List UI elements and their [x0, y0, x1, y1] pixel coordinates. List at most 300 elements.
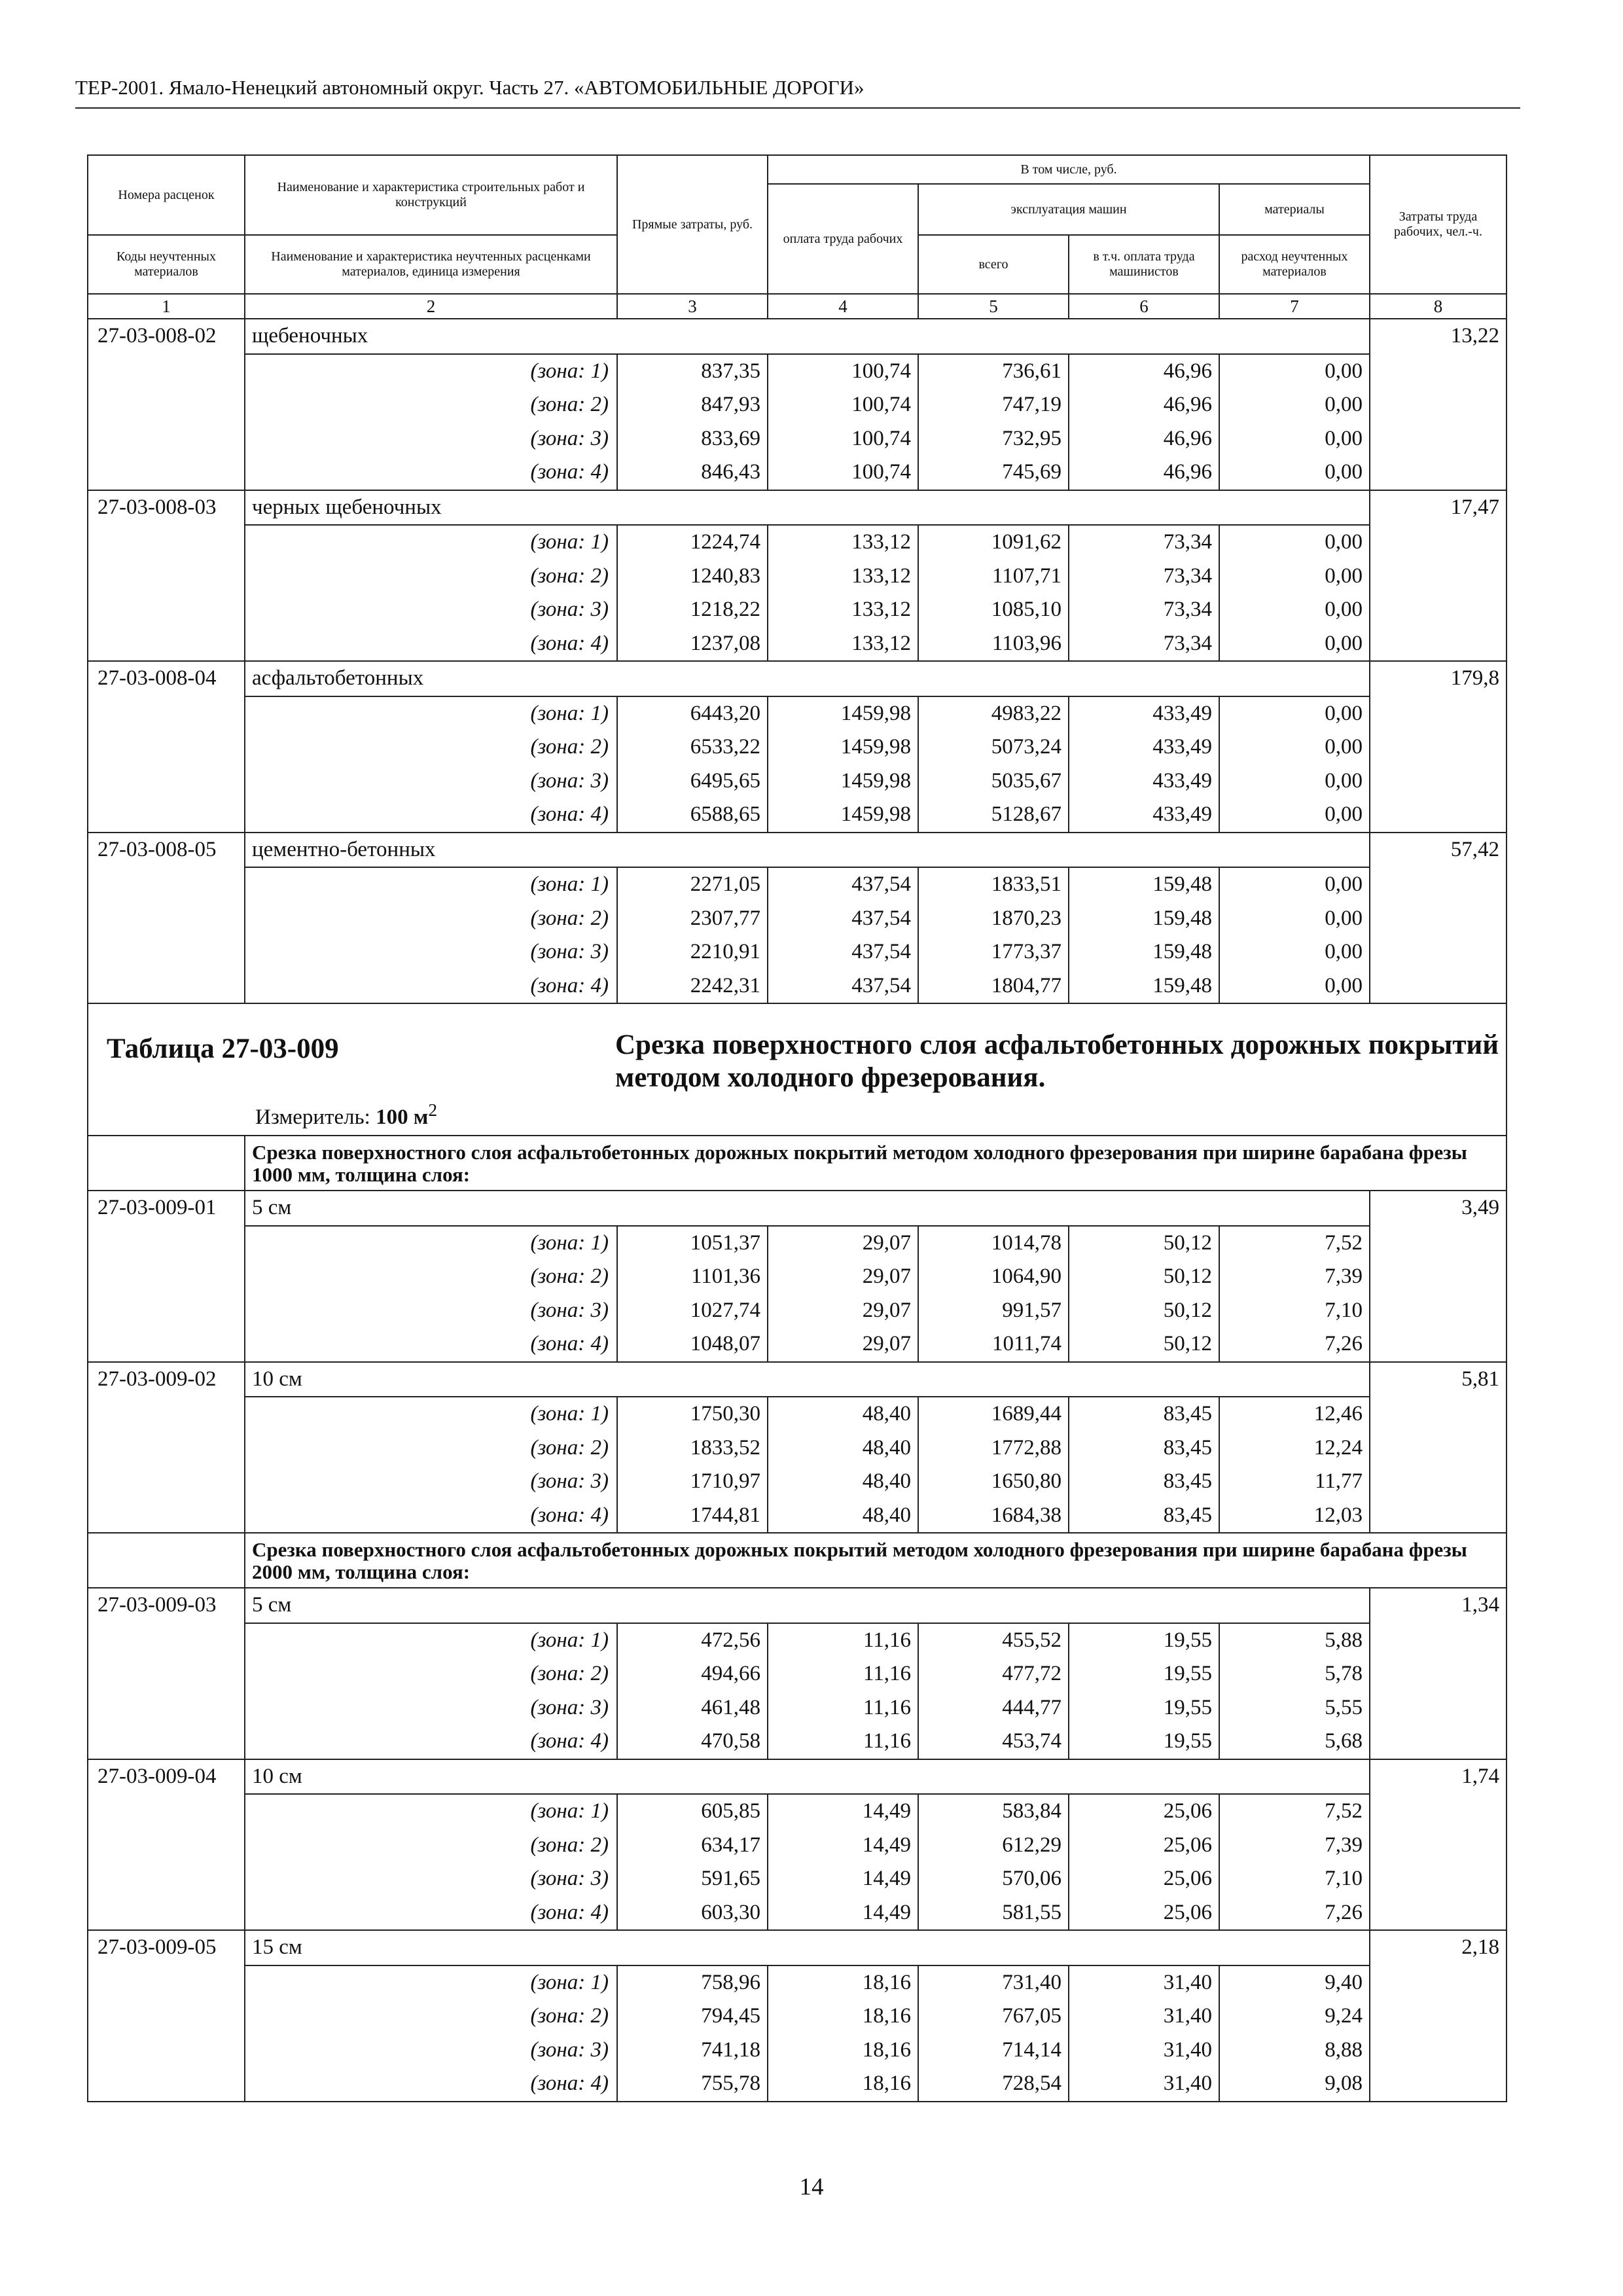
zone-label: (зона: 3): [530, 426, 609, 450]
value-machines: 583,84: [1002, 1799, 1061, 1823]
cell-direct: [617, 1965, 768, 2102]
value-direct: 2210,91: [690, 940, 760, 963]
rate-name: 5 см: [245, 1191, 1370, 1226]
cell-wages: [768, 1623, 918, 1759]
cell-direct: [617, 1397, 768, 1533]
cell-wages: [768, 1226, 918, 1362]
value-machine-wages: 31,40: [1163, 1970, 1212, 1994]
zone-label: (зона: 3): [530, 1867, 609, 1890]
value-machine-wages: 25,06: [1163, 1867, 1212, 1890]
value-wages: 29,07: [862, 1265, 911, 1288]
value-machines: 1107,71: [991, 564, 1061, 588]
cell-machines: [918, 1397, 1069, 1533]
cell-materials: [1219, 354, 1370, 490]
rate-name: 5 см: [245, 1588, 1370, 1623]
cell-machine-wages: [1069, 354, 1219, 490]
zone-label: (зона: 3): [530, 940, 609, 963]
rate-group-27-03-008: [88, 319, 1507, 1003]
rate-code: 27-03-009-03: [88, 1588, 245, 1759]
value-direct: 6443,20: [690, 701, 760, 725]
cell-machine-wages: [1069, 1397, 1219, 1533]
cell-wages: [768, 867, 918, 1003]
value-wages: 48,40: [862, 1402, 911, 1426]
cell-wages: [768, 525, 918, 661]
zone-label: (зона: 1): [530, 701, 609, 725]
rate-group-27-03-009-2000mm: [88, 1588, 1507, 2102]
value-machines: 1103,96: [991, 631, 1061, 655]
value-materials: 7,39: [1325, 1833, 1363, 1857]
zone-label: (зона: 3): [530, 2037, 609, 2062]
cell-machine-wages: [1069, 867, 1219, 1003]
value-direct: 794,45: [701, 2004, 760, 2028]
value-wages: 29,07: [862, 1230, 911, 1255]
value-materials: 0,00: [1325, 393, 1363, 416]
section-block-2000: [88, 1533, 1507, 1588]
value-materials: 5,68: [1325, 1729, 1363, 1753]
value-machine-wages: 46,96: [1163, 460, 1212, 484]
value-machines: 1773,37: [991, 940, 1061, 963]
cell-materials: [1219, 525, 1370, 661]
value-machines: 745,69: [1002, 460, 1061, 484]
value-materials: 7,26: [1325, 1332, 1363, 1355]
value-wages: 133,12: [851, 564, 911, 588]
zone-values-row: [88, 1623, 1507, 1759]
value-materials: 5,88: [1325, 1628, 1363, 1652]
zone-values-row: [88, 525, 1507, 661]
value-direct: 1027,74: [690, 1298, 760, 1322]
zone-label: (зона: 1): [530, 1402, 609, 1426]
cell-direct: [617, 1226, 768, 1362]
value-machine-wages: 83,45: [1163, 1503, 1212, 1527]
value-machines: 731,40: [1002, 1970, 1061, 1994]
rate-code: 27-03-009-01: [88, 1191, 245, 1362]
value-machines: 1870,23: [991, 906, 1061, 930]
value-machine-wages: 433,49: [1152, 802, 1212, 826]
rate-code: 27-03-008-05: [88, 833, 245, 1004]
labor-cost: 179,8: [1370, 661, 1507, 833]
zone-label: (зона: 4): [530, 1503, 609, 1527]
cell-wages: [768, 354, 918, 490]
value-materials: 12,24: [1313, 1435, 1363, 1460]
labor-cost: 1,34: [1370, 1588, 1507, 1759]
zone-label: (зона: 2): [530, 393, 609, 416]
value-machines: 1684,38: [991, 1503, 1061, 1527]
value-machines: 455,52: [1002, 1628, 1061, 1652]
value-machine-wages: 83,45: [1163, 1402, 1212, 1426]
header-wages: оплата труда рабочих: [768, 184, 918, 294]
rates-table-container: [87, 154, 1506, 2102]
column-number: 7: [1219, 294, 1370, 319]
column-number: 5: [918, 294, 1069, 319]
zone-label: (зона: 1): [530, 1970, 609, 1994]
cell-machine-wages: [1069, 1965, 1219, 2102]
value-materials: 5,55: [1325, 1695, 1363, 1719]
zone-labels: [245, 1226, 617, 1362]
zone-labels: [245, 1397, 617, 1533]
cell-machines: [918, 525, 1069, 661]
value-machine-wages: 73,34: [1163, 598, 1212, 621]
value-direct: 758,96: [701, 1970, 760, 1994]
value-wages: 48,40: [862, 1503, 911, 1527]
zone-label: (зона: 4): [530, 1900, 609, 1924]
column-number: 4: [768, 294, 918, 319]
rate-name: 10 см: [245, 1759, 1370, 1795]
value-direct: 2242,31: [690, 973, 760, 997]
value-machine-wages: 46,96: [1163, 359, 1212, 383]
header-labor: Затраты труда рабочих, чел.-ч.: [1370, 155, 1507, 294]
zone-values-row: [88, 867, 1507, 1003]
value-wages: 11,16: [863, 1628, 911, 1652]
value-wages: 11,16: [863, 1729, 911, 1753]
cell-direct: [617, 1623, 768, 1759]
value-direct: 591,65: [701, 1867, 760, 1890]
value-direct: 1237,08: [690, 631, 760, 655]
value-direct: 605,85: [701, 1799, 760, 1823]
value-machines: 4983,22: [991, 701, 1061, 725]
cell-materials: [1219, 1794, 1370, 1930]
header-including: В том числе, руб.: [768, 155, 1370, 184]
value-materials: 0,00: [1325, 906, 1363, 930]
value-machines: 736,61: [1002, 359, 1061, 383]
zone-label: (зона: 1): [530, 872, 609, 896]
value-machines: 5073,24: [991, 735, 1061, 759]
value-machine-wages: 159,48: [1152, 973, 1212, 997]
measure-superscript: 2: [428, 1100, 438, 1120]
value-direct: 833,69: [701, 426, 760, 450]
zone-label: (зона: 2): [530, 2004, 609, 2028]
rate-code: 27-03-008-04: [88, 661, 245, 833]
value-machines: 570,06: [1002, 1867, 1061, 1890]
zone-label: (зона: 4): [530, 802, 609, 826]
rate-code: 27-03-008-02: [88, 319, 245, 490]
cell-machine-wages: [1069, 696, 1219, 833]
value-machine-wages: 25,06: [1163, 1833, 1212, 1857]
value-machine-wages: 433,49: [1152, 735, 1212, 759]
cell-materials: [1219, 1226, 1370, 1362]
cell-direct: [617, 354, 768, 490]
value-wages: 133,12: [851, 631, 911, 655]
value-machine-wages: 46,96: [1163, 426, 1212, 450]
rate-row: [88, 1930, 1507, 1965]
cell-direct: [617, 1794, 768, 1930]
header-materials-consumption: расход неучтенных материалов: [1219, 235, 1370, 294]
value-materials: 0,00: [1325, 460, 1363, 484]
rate-row: [88, 1191, 1507, 1226]
value-machines: 732,95: [1002, 426, 1061, 450]
value-direct: 6588,65: [690, 802, 760, 826]
value-wages: 437,54: [851, 906, 911, 930]
value-materials: 7,52: [1325, 1230, 1363, 1255]
zone-label: (зона: 4): [530, 1332, 609, 1355]
cell-materials: [1219, 1965, 1370, 2102]
value-direct: 1744,81: [690, 1503, 760, 1527]
value-wages: 437,54: [851, 940, 911, 963]
header-work-name: Наименование и характеристика строительных работ и конструкций: [245, 155, 617, 235]
rate-row: [88, 1588, 1507, 1623]
value-direct: 1051,37: [690, 1230, 760, 1255]
value-machines: 1689,44: [991, 1402, 1061, 1426]
zone-label: (зона: 4): [530, 1729, 609, 1753]
zone-label: (зона: 1): [530, 1230, 609, 1255]
value-wages: 1459,98: [840, 701, 911, 725]
column-number: 3: [617, 294, 768, 319]
header-material-names: Наименование и характеристика неучтенных расценками материалов, единица измерения: [245, 235, 617, 294]
cell-wages: [768, 1397, 918, 1533]
value-machines: 477,72: [1002, 1662, 1061, 1685]
value-machines: 1833,51: [991, 872, 1061, 896]
value-machines: 581,55: [1002, 1900, 1061, 1924]
value-machine-wages: 83,45: [1163, 1435, 1212, 1460]
rate-row: [88, 661, 1507, 696]
table-number: Таблица 27-03-009: [107, 1033, 339, 1064]
value-machine-wages: 50,12: [1163, 1332, 1212, 1355]
running-title: ТЕР-2001. Ямало-Ненецкий автономный округ. Часть 27. «АВТОМОБИЛЬНЫЕ ДОРОГИ»: [75, 76, 865, 99]
cell-materials: [1219, 867, 1370, 1003]
value-machines: 767,05: [1002, 2004, 1061, 2028]
page-number: 14: [799, 2174, 824, 2200]
header-material-codes: Коды неучтенных материалов: [88, 235, 245, 294]
value-machine-wages: 25,06: [1163, 1900, 1212, 1924]
zone-label: (зона: 4): [530, 460, 609, 484]
labor-cost: 1,74: [1370, 1759, 1507, 1931]
zone-label: (зона: 2): [530, 1265, 609, 1288]
zone-labels: [245, 867, 617, 1003]
value-machine-wages: 159,48: [1152, 906, 1212, 930]
value-machines: 1064,90: [991, 1265, 1061, 1288]
value-wages: 48,40: [862, 1469, 911, 1493]
value-machines: 5035,67: [991, 768, 1061, 793]
section-heading-1000: Срезка поверхностного слоя асфальтобетонных дорожных покрытий методом холодного фрезерования при ширине барабана фрезы 1000 мм, толщина слоя:: [245, 1136, 1507, 1191]
value-direct: 846,43: [701, 460, 760, 484]
section-heading-2000: Срезка поверхностного слоя асфальтобетонных дорожных покрытий методом холодного фрезерования при ширине барабана фрезы 2000 мм, толщина слоя:: [245, 1533, 1507, 1588]
labor-cost: 2,18: [1370, 1930, 1507, 2102]
zone-values-row: [88, 1226, 1507, 1362]
zone-label: (зона: 1): [530, 1799, 609, 1823]
value-materials: 9,40: [1325, 1970, 1363, 1994]
zone-values-row: [88, 1965, 1507, 2102]
table-title: Срезка поверхностного слоя асфальтобетонных дорожных покрытий методом холодного фрезерования.: [615, 1030, 1499, 1093]
rate-name: 15 см: [245, 1930, 1370, 1965]
table-title-block: [88, 1003, 1507, 1191]
value-wages: 1459,98: [840, 768, 911, 793]
zone-label: (зона: 3): [530, 768, 609, 793]
rate-row: [88, 1362, 1507, 1397]
zone-label: (зона: 3): [530, 1469, 609, 1493]
value-machines: 714,14: [1002, 2037, 1061, 2062]
value-machines: 1091,62: [991, 530, 1061, 554]
zone-label: (зона: 4): [530, 631, 609, 655]
value-materials: 7,39: [1325, 1265, 1363, 1288]
value-materials: 0,00: [1325, 359, 1363, 383]
zone-labels: [245, 1623, 617, 1759]
value-machines: 728,54: [1002, 2072, 1061, 2095]
cell-machines: [918, 696, 1069, 833]
value-materials: 12,46: [1313, 1402, 1363, 1426]
table-header: [88, 155, 1507, 294]
running-header: [75, 73, 1520, 109]
zone-label: (зона: 1): [530, 359, 609, 383]
value-materials: 0,00: [1325, 426, 1363, 450]
cell-wages: [768, 696, 918, 833]
value-direct: 1224,74: [690, 530, 760, 554]
zone-label: (зона: 2): [530, 1833, 609, 1857]
value-direct: 6495,65: [690, 768, 760, 793]
zone-values-row: [88, 354, 1507, 490]
rate-row: [88, 833, 1507, 868]
cell-machines: [918, 1623, 1069, 1759]
header-rate-numbers: Номера расценок: [88, 155, 245, 235]
value-direct: 6533,22: [690, 735, 760, 759]
rate-name: щебеночных: [245, 319, 1370, 354]
value-wages: 18,16: [862, 2072, 911, 2095]
zone-label: (зона: 1): [530, 1628, 609, 1652]
zone-label: (зона: 3): [530, 1695, 609, 1719]
section-spacer: [88, 1533, 245, 1588]
zone-label: (зона: 3): [530, 1298, 609, 1322]
value-machine-wages: 25,06: [1163, 1799, 1212, 1823]
value-direct: 847,93: [701, 393, 760, 416]
value-machine-wages: 31,40: [1163, 2072, 1212, 2095]
zone-label: (зона: 4): [530, 973, 609, 997]
value-wages: 11,16: [863, 1662, 911, 1685]
cell-wages: [768, 1965, 918, 2102]
cell-direct: [617, 867, 768, 1003]
labor-cost: 17,47: [1370, 490, 1507, 662]
zone-labels: [245, 1965, 617, 2102]
value-materials: 0,00: [1325, 872, 1363, 896]
value-machine-wages: 19,55: [1163, 1729, 1212, 1753]
labor-cost: 13,22: [1370, 319, 1507, 490]
value-machine-wages: 19,55: [1163, 1695, 1212, 1719]
value-machines: 1011,74: [991, 1332, 1061, 1355]
value-materials: 11,77: [1314, 1469, 1363, 1493]
value-direct: 1048,07: [690, 1332, 760, 1355]
value-direct: 1750,30: [690, 1402, 760, 1426]
value-wages: 437,54: [851, 973, 911, 997]
value-materials: 0,00: [1325, 598, 1363, 621]
value-machine-wages: 46,96: [1163, 393, 1212, 416]
column-number: 2: [245, 294, 617, 319]
header-machine-wages: в т.ч. оплата труда машинистов: [1069, 235, 1219, 294]
value-machine-wages: 31,40: [1163, 2037, 1212, 2062]
value-materials: 0,00: [1325, 631, 1363, 655]
value-direct: 2271,05: [690, 872, 760, 896]
value-materials: 5,78: [1325, 1662, 1363, 1685]
value-materials: 0,00: [1325, 940, 1363, 963]
value-wages: 48,40: [862, 1435, 911, 1460]
value-materials: 0,00: [1325, 768, 1363, 793]
value-materials: 9,08: [1325, 2072, 1363, 2095]
value-machine-wages: 19,55: [1163, 1628, 1212, 1652]
cell-wages: [768, 1794, 918, 1930]
value-wages: 18,16: [862, 1970, 911, 1994]
value-machines: 1804,77: [991, 973, 1061, 997]
zone-label: (зона: 2): [530, 564, 609, 588]
cell-materials: [1219, 1623, 1370, 1759]
value-direct: 634,17: [701, 1833, 760, 1857]
value-direct: 1101,36: [690, 1265, 760, 1288]
cell-machines: [918, 1794, 1069, 1930]
value-materials: 7,52: [1325, 1799, 1363, 1823]
value-wages: 437,54: [851, 872, 911, 896]
rate-code: 27-03-009-04: [88, 1759, 245, 1931]
value-materials: 8,88: [1325, 2037, 1363, 2062]
value-machine-wages: 73,34: [1163, 530, 1212, 554]
zone-label: (зона: 2): [530, 906, 609, 930]
zone-values-row: [88, 696, 1507, 833]
cell-machine-wages: [1069, 1623, 1219, 1759]
value-wages: 100,74: [851, 359, 911, 383]
zone-label: (зона: 2): [530, 1435, 609, 1460]
value-machines: 453,74: [1002, 1729, 1061, 1753]
table-title-cell: [88, 1003, 1507, 1136]
value-wages: 100,74: [851, 460, 911, 484]
value-machines: 1014,78: [991, 1230, 1061, 1255]
value-materials: 7,10: [1325, 1867, 1363, 1890]
rate-row: [88, 319, 1507, 354]
cell-materials: [1219, 696, 1370, 833]
rate-name: 10 см: [245, 1362, 1370, 1397]
header-materials: материалы: [1219, 184, 1370, 235]
rate-name: черных щебеночных: [245, 490, 1370, 526]
value-wages: 11,16: [863, 1695, 911, 1719]
value-machines: 444,77: [1002, 1695, 1061, 1719]
value-direct: 755,78: [701, 2072, 760, 2095]
value-direct: 1710,97: [690, 1469, 760, 1493]
value-machine-wages: 73,34: [1163, 564, 1212, 588]
column-numbers-row: [88, 294, 1507, 319]
value-materials: 0,00: [1325, 530, 1363, 554]
value-direct: 470,58: [701, 1729, 760, 1753]
value-materials: 0,00: [1325, 701, 1363, 725]
value-machines: 612,29: [1002, 1833, 1061, 1857]
rate-code: 27-03-009-05: [88, 1930, 245, 2102]
value-machine-wages: 433,49: [1152, 701, 1212, 725]
value-direct: 1218,22: [690, 598, 760, 621]
value-machine-wages: 19,55: [1163, 1662, 1212, 1685]
value-wages: 133,12: [851, 598, 911, 621]
measure-label: Измеритель:: [255, 1105, 370, 1129]
value-direct: 472,56: [701, 1628, 760, 1652]
labor-cost: 3,49: [1370, 1191, 1507, 1362]
value-wages: 133,12: [851, 530, 911, 554]
header-direct-costs: Прямые затраты, руб.: [617, 155, 768, 294]
cell-direct: [617, 696, 768, 833]
zone-label: (зона: 2): [530, 1662, 609, 1685]
rate-code: 27-03-009-02: [88, 1362, 245, 1534]
rate-group-27-03-009-1000mm: [88, 1191, 1507, 1533]
value-machines: 1650,80: [991, 1469, 1061, 1493]
zone-label: (зона: 2): [530, 735, 609, 759]
rate-row: [88, 490, 1507, 526]
rate-name: асфальтобетонных: [245, 661, 1370, 696]
section-spacer: [88, 1136, 245, 1191]
value-materials: 12,03: [1313, 1503, 1363, 1527]
header-machines: эксплуатация машин: [918, 184, 1219, 235]
zone-label: (зона: 4): [530, 2072, 609, 2095]
value-machine-wages: 159,48: [1152, 872, 1212, 896]
value-wages: 14,49: [862, 1900, 911, 1924]
cell-machines: [918, 867, 1069, 1003]
value-materials: 7,26: [1325, 1900, 1363, 1924]
value-machines: 747,19: [1002, 393, 1061, 416]
header-machines-total: всего: [918, 235, 1069, 294]
value-direct: 1833,52: [690, 1435, 760, 1460]
value-direct: 1240,83: [690, 564, 760, 588]
value-direct: 603,30: [701, 1900, 760, 1924]
value-wages: 100,74: [851, 426, 911, 450]
value-direct: 494,66: [701, 1662, 760, 1685]
